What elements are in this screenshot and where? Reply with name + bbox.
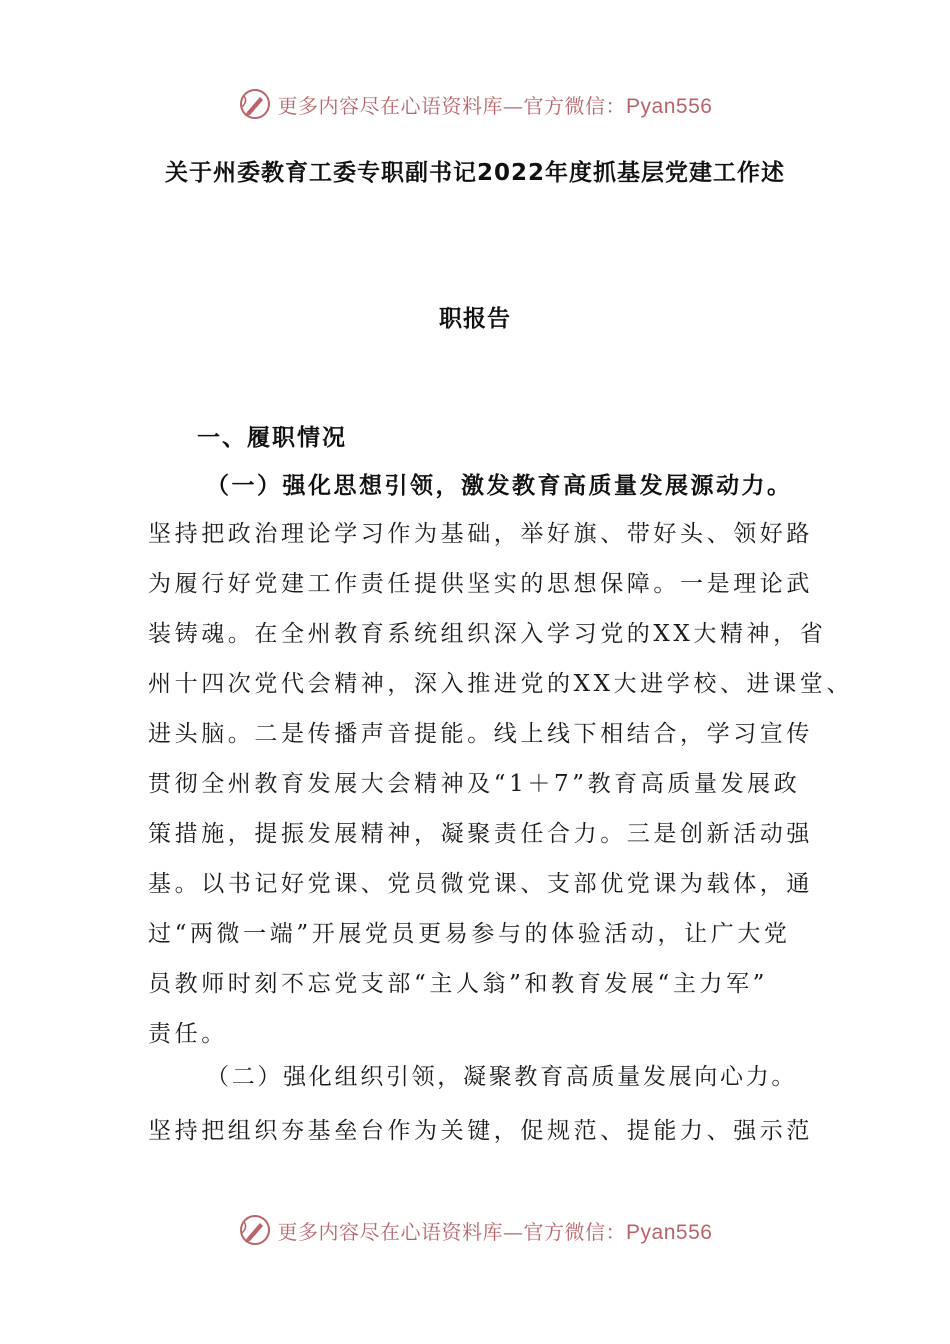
paragraph-line: 贯彻全州教育发展大会精神及“1＋7”教育高质量发展政: [148, 771, 801, 797]
paragraph-line: 责任。: [148, 1021, 228, 1047]
header-watermark: [0, 84, 950, 124]
paragraph-line: 坚持把政治理论学习作为基础，举好旗、带好头、领好路: [148, 521, 813, 547]
footer-watermark: [0, 1210, 950, 1250]
paragraph-line: 进头脑。二是传播声音提能。线上线下相结合，学习宣传: [148, 721, 813, 747]
subsection-heading-2: （二）强化组织引领，凝聚教育高质量发展向心力。: [206, 1064, 798, 1090]
watermark-text: 更多内容尽在心语资料库—官方微信：Pyan556: [277, 1219, 713, 1244]
paragraph-1: [148, 509, 853, 1059]
pen-logo-icon: [238, 87, 272, 121]
paragraph-line: 为履行好党建工作责任提供坚实的思想保障。一是理论武: [148, 571, 813, 597]
paragraph-line: 州十四次党代会精神，深入推进党的XX大进学校、进课堂、: [148, 671, 853, 697]
paragraph-line: 员教师时刻不忘党支部“主人翁”和教育发展“主力军”: [148, 971, 769, 997]
paragraph-line: 策措施，提振发展精神，凝聚责任合力。三是创新活动强: [148, 821, 813, 847]
subsection-heading-1: （一）强化思想引领，激发教育高质量发展源动力。: [206, 473, 793, 499]
watermark-text: 更多内容尽在心语资料库—官方微信：Pyan556: [277, 93, 713, 118]
paragraph-line: 装铸魂。在全州教育系统组织深入学习党的XX大精神，省: [148, 621, 827, 647]
section-heading: 一、履职情况: [197, 425, 347, 451]
paragraph-2: [148, 1106, 813, 1156]
document-title-line-2: 职报告: [439, 306, 511, 332]
pen-logo-icon: [238, 1213, 272, 1247]
paragraph-line: 过“两微一端”开展党员更易参与的体验活动，让广大党: [148, 921, 791, 947]
document-title-line-1: 关于州委教育工委专职副书记2022年度抓基层党建工作述: [164, 160, 785, 186]
paragraph-line: 基。以书记好党课、党员微党课、支部优党课为载体，通: [148, 871, 813, 897]
paragraph-line: 坚持把组织夯基垒台作为关键，促规范、提能力、强示范: [148, 1118, 813, 1144]
